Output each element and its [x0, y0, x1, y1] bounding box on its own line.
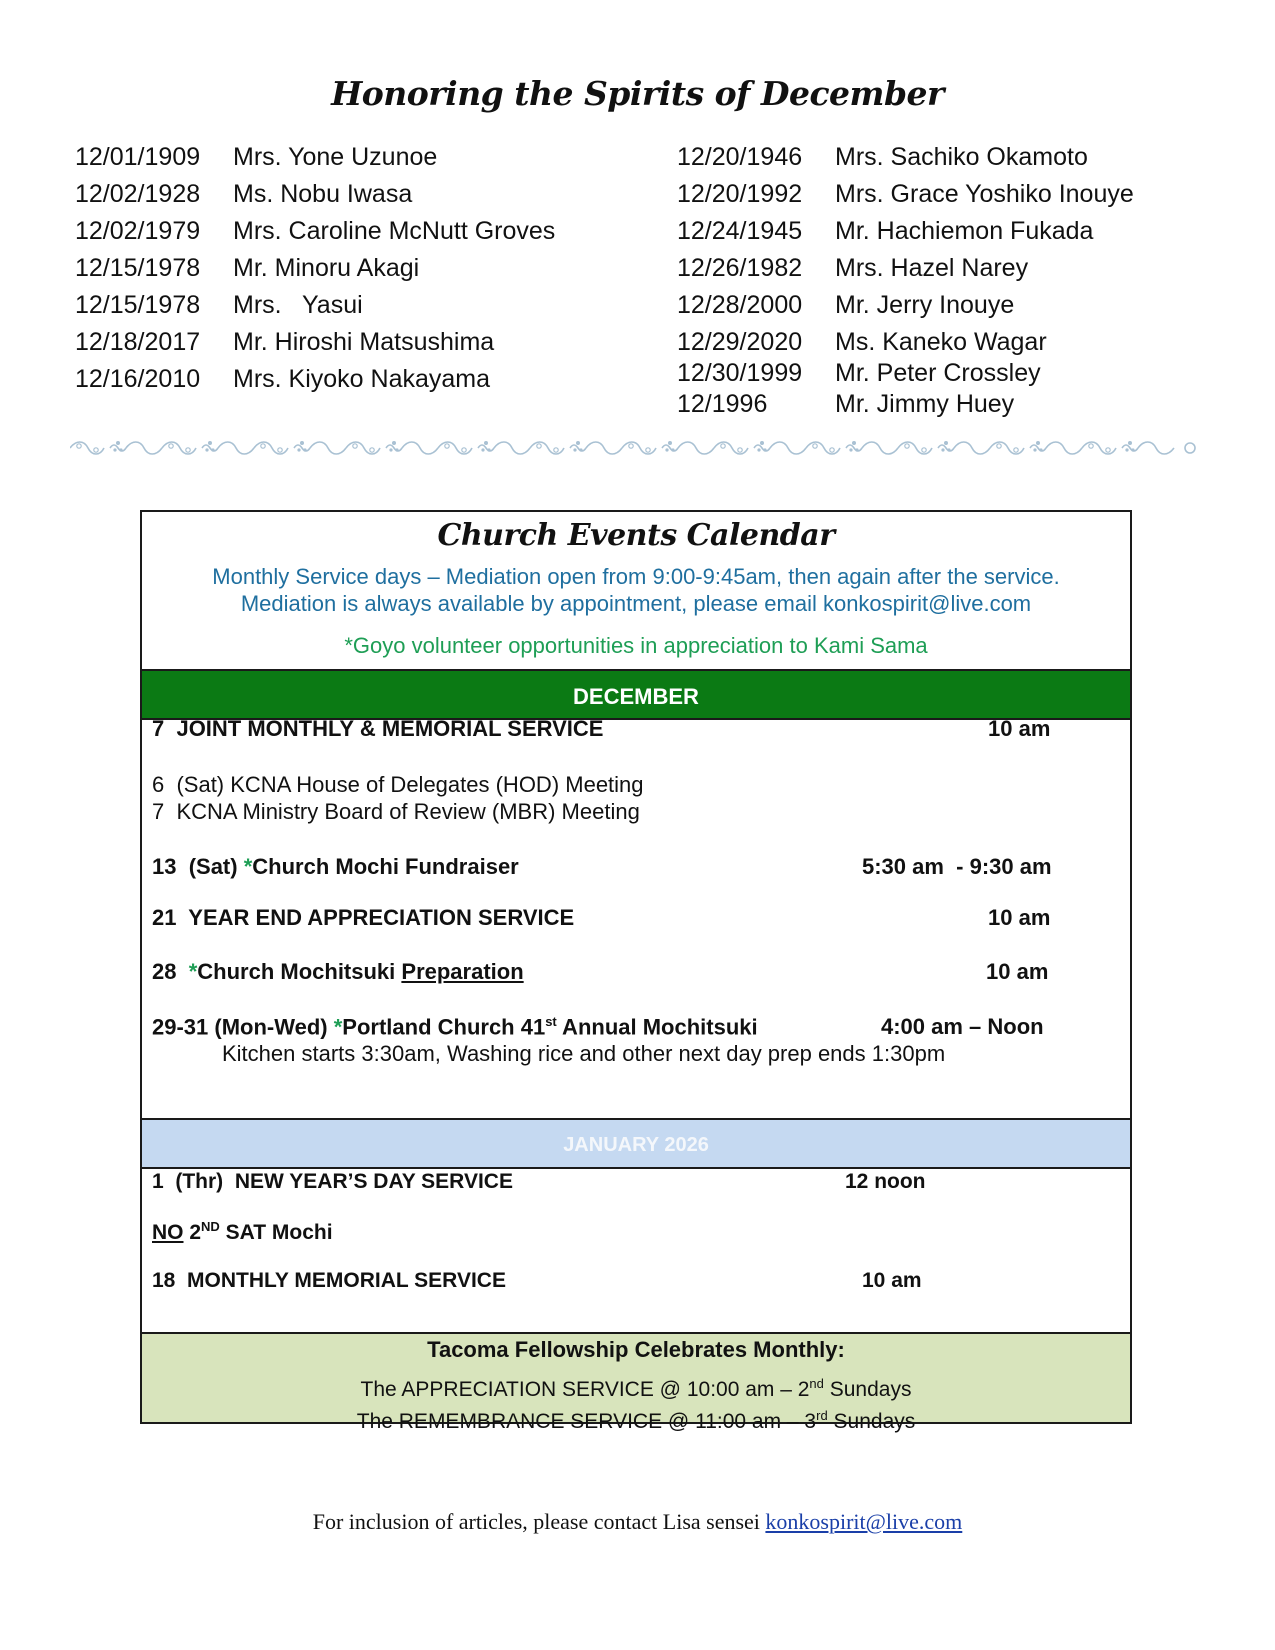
ordinal-suffix: st	[545, 1014, 557, 1029]
memorial-date: 12/16/2010	[75, 365, 201, 393]
memorial-entry	[677, 328, 1217, 359]
tacoma-title: Tacoma Fellowship Celebrates Monthly:	[427, 1337, 845, 1362]
event-date-label: 13 (Sat)	[152, 854, 244, 879]
memorial-date: 12/18/2017	[75, 328, 201, 356]
event-portland-mochitsuki	[152, 1014, 758, 1040]
memorial-date: 12/30/1999	[677, 359, 803, 387]
memorial-entry	[75, 143, 595, 180]
memorial-entry	[677, 217, 1217, 254]
memorial-name: Ms. Nobu Iwasa	[233, 180, 413, 208]
memorial-name: Mrs. Kiyoko Nakayama	[233, 365, 491, 393]
service-days-info: Monthly Service days – Mediation open from 9:00-9:45am, then again after the service.	[212, 564, 1060, 589]
event-date-label: 28	[152, 959, 189, 984]
memorial-entry	[75, 365, 595, 402]
event-time: 10 am	[988, 905, 1051, 930]
ordinal-suffix: rd	[816, 1408, 828, 1423]
event-time: 10 am	[862, 1269, 922, 1292]
memorial-name: Mr. Hiroshi Matsushima	[233, 328, 495, 356]
event-label: SAT Mochi	[219, 1221, 333, 1244]
tacoma-text: The REMEMBRANCE SERVICE @ 11:00 am – 3	[356, 1410, 817, 1433]
event-kcna-hod: 6 (Sat) KCNA House of Delegates (HOD) Meeting	[152, 772, 644, 797]
event-label-underlined: Preparation	[401, 959, 524, 984]
december-header: DECEMBER	[142, 669, 1130, 720]
memorial-date: 12/1996	[677, 390, 768, 418]
memorial-name: Mrs. Hazel Narey	[835, 254, 1029, 282]
event-label: Church Mochi Fundraiser	[252, 854, 519, 879]
mediation-info: Mediation is always available by appointment, please email konkospirit@live.com	[240, 591, 1032, 616]
tacoma-appreciation-line	[142, 1371, 1130, 1403]
event-mochitsuki-preparation	[152, 959, 524, 985]
event-label-underlined: NO	[152, 1221, 184, 1244]
memorial-name: Mr. Hachiemon Fukada	[835, 217, 1094, 245]
memorial-date: 12/02/1928	[75, 180, 201, 208]
goyo-asterisk: *	[333, 1014, 343, 1040]
goyo-asterisk: *	[188, 959, 198, 984]
event-label: Portland Church 41	[342, 1014, 546, 1040]
memorial-entry	[677, 390, 1217, 421]
memorial-name: Mr. Peter Crossley	[835, 359, 1041, 387]
memorial-entry	[75, 254, 595, 291]
goyo-info: *Goyo volunteer opportunities in appreciation to Kami Sama	[344, 633, 928, 658]
memorial-entry	[75, 217, 595, 254]
memorial-date: 12/29/2020	[677, 328, 803, 356]
event-time: 4:00 am – Noon	[881, 1014, 1044, 1039]
footer-text: For inclusion of articles, please contact Lisa sensei	[312, 1509, 766, 1534]
memorial-name: Mr. Jerry Inouye	[835, 291, 1015, 319]
memorial-name: Mr. Minoru Akagi	[233, 254, 420, 282]
ordinal-suffix: ND	[201, 1219, 220, 1234]
memorial-entry	[677, 359, 1217, 390]
tacoma-fellowship-box	[142, 1332, 1130, 1433]
calendar-title: Church Events Calendar	[437, 518, 835, 553]
memorial-date: 12/24/1945	[677, 217, 803, 245]
event-time: 10 am	[988, 716, 1051, 741]
memorial-list-left	[75, 143, 595, 402]
memorial-date: 12/20/1992	[677, 180, 803, 208]
memorial-date: 12/20/1946	[677, 143, 803, 171]
memorial-name: Mrs. Yasui	[233, 291, 363, 319]
ornamental-divider	[70, 438, 1220, 458]
event-label: Annual Mochitsuki	[556, 1014, 758, 1040]
event-time: 10 am	[986, 959, 1049, 984]
memorial-entry	[75, 180, 595, 217]
memorial-date: 12/15/1978	[75, 254, 201, 282]
memorial-name: Mrs. Grace Yoshiko Inouye	[835, 180, 1134, 208]
memorial-entry	[75, 291, 595, 328]
memorial-name: Mrs. Caroline McNutt Groves	[233, 217, 556, 245]
memorial-name: Ms. Kaneko Wagar	[835, 328, 1047, 356]
event-note: Kitchen starts 3:30am, Washing rice and other next day prep ends 1:30pm	[222, 1041, 946, 1066]
church-events-calendar	[140, 510, 1132, 1433]
memorial-entry	[677, 180, 1217, 217]
memorial-entry	[677, 254, 1217, 291]
memorial-name: Mr. Jimmy Huey	[835, 390, 1015, 418]
january-header: JANUARY 2026	[142, 1118, 1130, 1169]
tacoma-text: Sundays	[823, 1378, 912, 1401]
memorial-entry	[677, 291, 1217, 328]
memorial-date: 12/02/1979	[75, 217, 201, 245]
memorial-date: 12/01/1909	[75, 143, 201, 171]
event-year-end-appreciation: 21 YEAR END APPRECIATION SERVICE	[152, 905, 575, 930]
event-joint-monthly-memorial: 7 JOINT MONTHLY & MEMORIAL SERVICE	[152, 716, 604, 741]
event-time: 12 noon	[845, 1170, 926, 1193]
footer-email-link[interactable]: konkospirit@live.com	[765, 1509, 963, 1534]
tacoma-text: The APPRECIATION SERVICE @ 10:00 am – 2	[360, 1378, 810, 1401]
memorial-name: Mrs. Sachiko Okamoto	[835, 143, 1088, 171]
spirits-title: Honoring the Spirits of December	[331, 74, 944, 113]
event-mochi-fundraiser	[152, 854, 519, 880]
event-no-second-sat-mochi	[152, 1219, 333, 1245]
memorial-date: 12/28/2000	[677, 291, 803, 319]
memorial-date: 12/26/1982	[677, 254, 803, 282]
goyo-asterisk: *	[243, 854, 253, 879]
tacoma-text: Sundays	[827, 1410, 916, 1433]
event-label: 2	[183, 1221, 202, 1244]
event-date-label: 29-31 (Mon-Wed)	[152, 1014, 334, 1040]
event-monthly-memorial: 18 MONTHLY MEMORIAL SERVICE	[152, 1269, 506, 1292]
event-time: 5:30 am - 9:30 am	[862, 854, 1052, 879]
footer	[0, 1509, 1275, 1535]
event-new-years-day: 1 (Thr) NEW YEAR’S DAY SERVICE	[152, 1170, 513, 1193]
ordinal-suffix: nd	[809, 1376, 824, 1391]
memorial-list-right	[677, 143, 1217, 421]
event-kcna-mbr: 7 KCNA Ministry Board of Review (MBR) Meeting	[152, 799, 640, 824]
memorial-name: Mrs. Yone Uzunoe	[233, 143, 438, 171]
memorial-entry	[75, 328, 595, 365]
memorial-date: 12/15/1978	[75, 291, 201, 319]
tacoma-remembrance-line	[142, 1403, 1130, 1435]
memorial-entry	[677, 143, 1217, 180]
event-label: Church Mochitsuki	[197, 959, 402, 984]
